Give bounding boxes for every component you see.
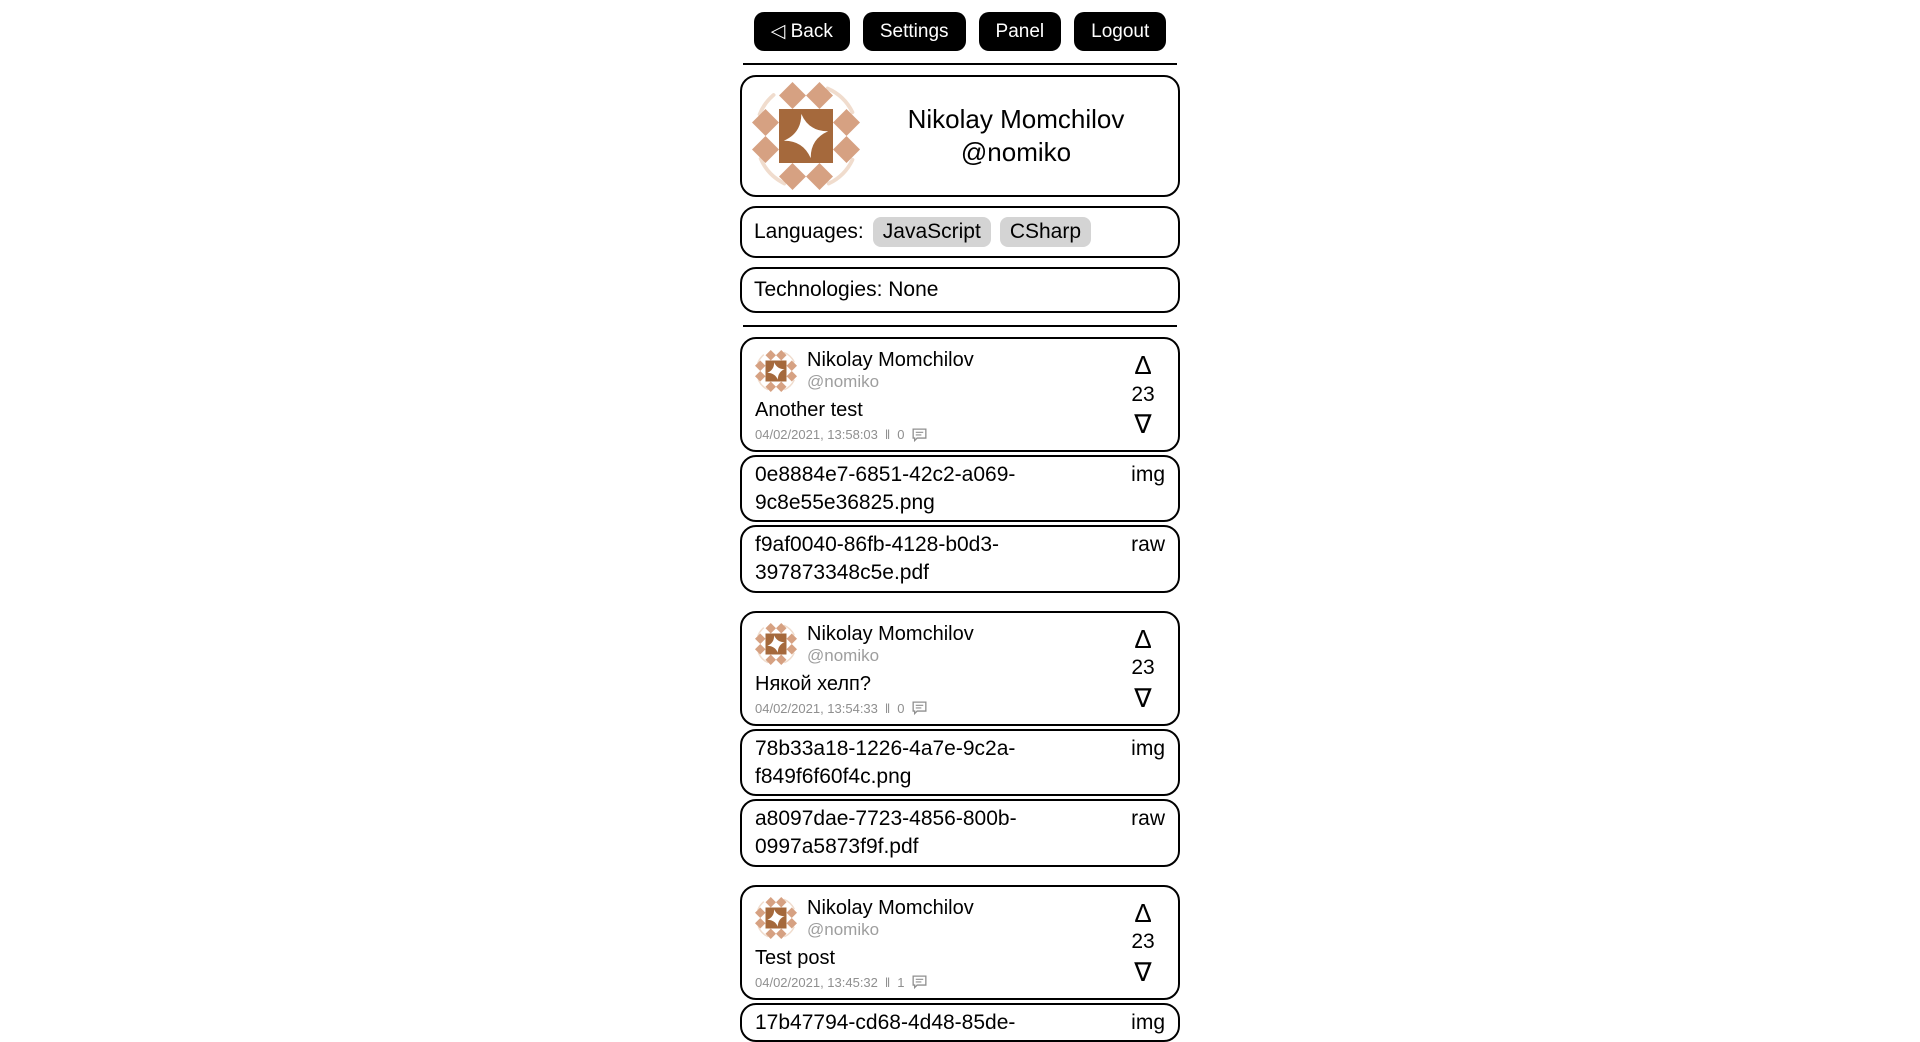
identicon-avatar-graphic bbox=[752, 82, 860, 190]
post-title: Test post bbox=[755, 946, 836, 969]
settings-button[interactable]: Settings bbox=[863, 12, 966, 51]
post-timestamp: 04/02/2021, 13:54:33 bbox=[755, 700, 878, 716]
attachment-filename: 78b33a18-1226-4a7e-9c2a-f849f6f60f4c.png bbox=[755, 736, 1016, 788]
technologies-label: Technologies: None bbox=[754, 278, 939, 301]
post-author-avatar bbox=[755, 897, 797, 939]
post bbox=[740, 611, 1180, 867]
post-title: Another test bbox=[755, 399, 863, 421]
identicon-avatar-graphic bbox=[755, 897, 797, 939]
post-meta bbox=[755, 701, 1165, 716]
identicon-avatar-graphic bbox=[755, 623, 797, 665]
post-header bbox=[755, 897, 1165, 940]
language-tag: JavaScript bbox=[873, 217, 991, 247]
post-timestamp: 04/02/2021, 13:58:03 bbox=[755, 427, 878, 442]
language-tag: CSharp bbox=[1000, 217, 1091, 247]
vote-count: 23 bbox=[1131, 382, 1155, 406]
comment-bubble-icon bbox=[912, 428, 927, 442]
attachment-row[interactable] bbox=[740, 1003, 1180, 1042]
profile-handle: @nomiko bbox=[960, 137, 1072, 167]
posts-list bbox=[740, 337, 1180, 1042]
comment-count: 0 bbox=[897, 700, 905, 716]
meta-separator: ‖ bbox=[884, 700, 891, 716]
profile-avatar bbox=[752, 82, 860, 190]
post bbox=[740, 885, 1180, 1042]
post-author-handle: @nomiko bbox=[807, 372, 880, 391]
comment-bubble-icon bbox=[912, 701, 927, 715]
post-author-name: Nikolay Momchilov bbox=[807, 349, 974, 371]
post-author-block bbox=[807, 349, 974, 392]
attachment-filename: a8097dae-7723-4856-800b-0997a5873f9f.pdf bbox=[755, 807, 1017, 859]
comment-bubble-icon bbox=[912, 975, 927, 989]
top-nav bbox=[740, 0, 1180, 51]
downvote-button[interactable]: ∇ bbox=[1134, 409, 1152, 439]
post-card bbox=[740, 337, 1180, 452]
panel-button[interactable]: Panel bbox=[979, 12, 1062, 51]
attachment-row[interactable] bbox=[740, 455, 1180, 522]
upvote-button[interactable]: Δ bbox=[1134, 897, 1152, 928]
profile-name: Nikolay Momchilov bbox=[907, 103, 1125, 134]
comment-count: 1 bbox=[897, 974, 905, 990]
downvote-button[interactable]: ∇ bbox=[1134, 682, 1152, 713]
post-card bbox=[740, 885, 1180, 1000]
vote-column bbox=[1126, 623, 1160, 713]
comment-count: 0 bbox=[897, 427, 905, 442]
attachment-row[interactable] bbox=[740, 729, 1180, 796]
profile-page bbox=[740, 0, 1180, 1042]
post-meta bbox=[755, 975, 1165, 990]
post-timestamp: 04/02/2021, 13:45:32 bbox=[755, 974, 878, 990]
post-author-name: Nikolay Momchilov bbox=[807, 896, 974, 919]
post-author-block bbox=[807, 897, 974, 940]
vote-count: 23 bbox=[1131, 656, 1155, 680]
upvote-button[interactable]: Δ bbox=[1134, 623, 1152, 654]
downvote-button[interactable]: ∇ bbox=[1134, 956, 1152, 987]
post-meta bbox=[755, 427, 1165, 442]
divider-posts bbox=[743, 325, 1177, 327]
post bbox=[740, 337, 1180, 593]
attachment-row[interactable] bbox=[740, 799, 1180, 866]
identicon-avatar-graphic bbox=[755, 350, 797, 392]
profile-name-block bbox=[864, 103, 1168, 170]
languages-label: Languages: bbox=[754, 220, 864, 243]
attachment-filename: 0e8884e7-6851-42c2-a069-9c8e55e36825.png bbox=[755, 463, 1016, 514]
language-tags bbox=[873, 217, 1091, 247]
post-header bbox=[755, 349, 1165, 392]
vote-column bbox=[1126, 897, 1160, 987]
post-author-avatar bbox=[755, 350, 797, 392]
post-author-handle: @nomiko bbox=[807, 645, 880, 665]
attachment-type: img bbox=[1131, 463, 1165, 486]
attachment-type: raw bbox=[1131, 533, 1165, 557]
logout-button[interactable]: Logout bbox=[1074, 12, 1166, 51]
post-header bbox=[755, 623, 1165, 666]
technologies-card bbox=[740, 267, 1180, 313]
vote-count: 23 bbox=[1131, 930, 1155, 954]
attachment-type: raw bbox=[1131, 807, 1165, 831]
meta-separator: ‖ bbox=[884, 974, 891, 990]
attachment-type: img bbox=[1131, 736, 1165, 760]
languages-card bbox=[740, 206, 1180, 258]
upvote-button[interactable]: Δ bbox=[1134, 350, 1152, 380]
profile-card bbox=[740, 75, 1180, 197]
post-author-block bbox=[807, 623, 974, 666]
back-button[interactable]: ◁ Back bbox=[754, 12, 850, 51]
attachment-row[interactable] bbox=[740, 525, 1180, 592]
post-title: Някой хелп? bbox=[755, 672, 871, 695]
meta-separator: ‖ bbox=[884, 427, 891, 442]
post-card bbox=[740, 611, 1180, 726]
post-author-avatar bbox=[755, 623, 797, 665]
divider-top bbox=[743, 63, 1177, 65]
attachment-type: img bbox=[1131, 1010, 1165, 1034]
post-author-handle: @nomiko bbox=[807, 919, 880, 939]
attachment-filename: f9af0040-86fb-4128-b0d3-397873348c5e.pdf bbox=[755, 533, 1000, 585]
attachment-filename: 17b47794-cd68-4d48-85de- bbox=[755, 1010, 1016, 1034]
vote-column bbox=[1126, 352, 1160, 437]
post-author-name: Nikolay Momchilov bbox=[807, 622, 974, 645]
